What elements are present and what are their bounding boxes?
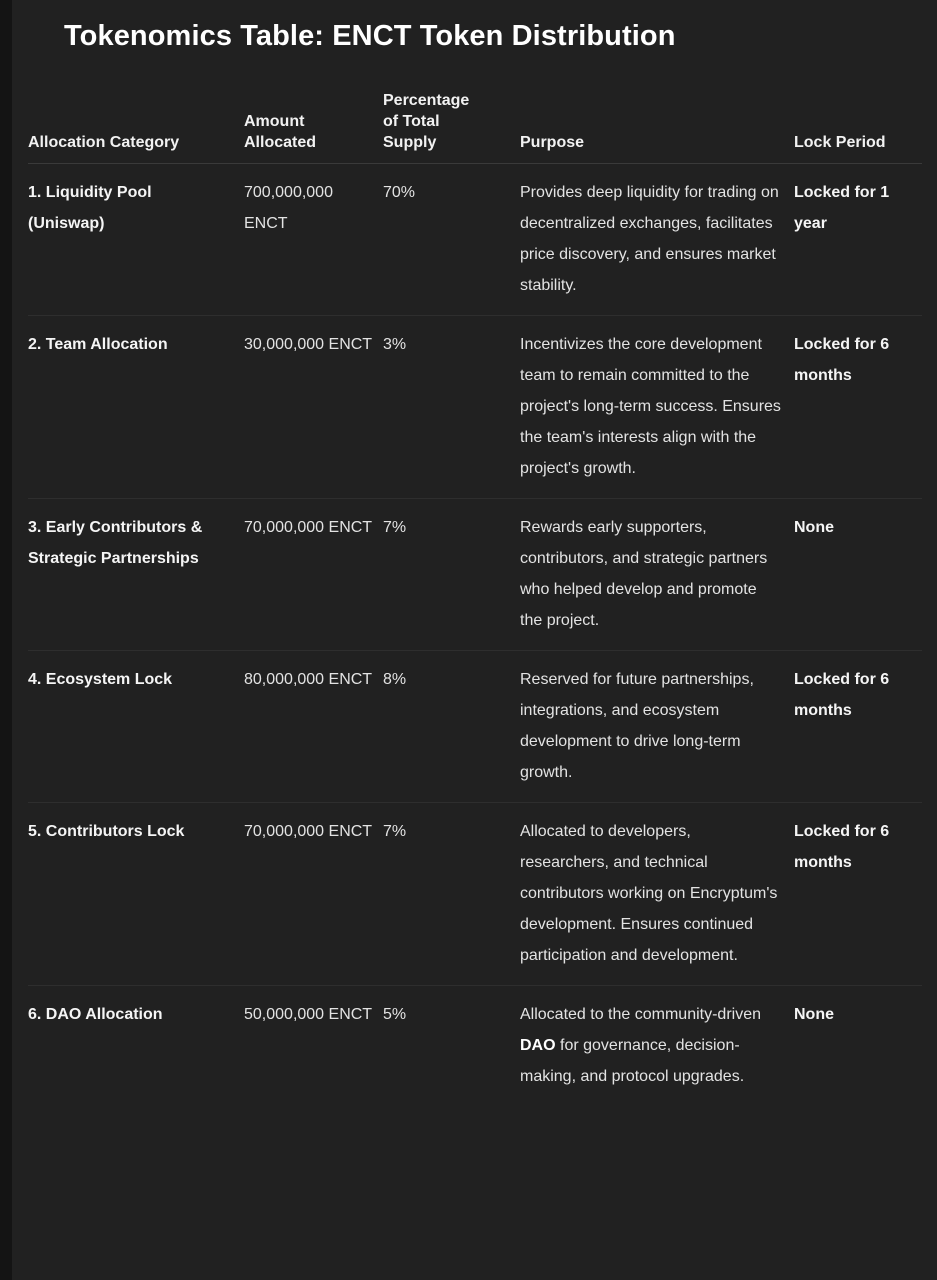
cell-purpose: Provides deep liquidity for trading on decentralized exchanges, facilitates price discovery, and ensures market stability. [520, 164, 794, 316]
purpose-text: for governance, decision-making, and protocol upgrades. [520, 1037, 745, 1085]
cell-percentage: 8% [383, 651, 520, 803]
cell-lock-period: None [794, 499, 922, 651]
purpose-text: Allocated to the community-driven [520, 1006, 761, 1023]
cell-category: 3. Early Contributors & Strategic Partnerships [28, 499, 244, 651]
cell-category: 5. Contributors Lock [28, 803, 244, 986]
cell-purpose: Incentivizes the core development team to remain committed to the project's long-term success. Ensures the team's interests align with the project's growth. [520, 316, 794, 499]
cell-percentage: 7% [383, 499, 520, 651]
cell-amount: 30,000,000 ENCT [244, 316, 383, 499]
cell-amount: 70,000,000 ENCT [244, 499, 383, 651]
dao-emphasis: DAO [520, 1037, 556, 1054]
header-amount-allocated: Amount Allocated [244, 84, 383, 164]
cell-amount: 50,000,000 ENCT [244, 1006, 373, 1023]
cell-category: 4. Ecosystem Lock [28, 651, 244, 803]
table-row [28, 803, 922, 986]
cell-percentage: 5% [383, 1006, 407, 1023]
cell-percentage: 70% [383, 164, 520, 316]
cell-lock-period: Locked for 6 months [794, 803, 922, 986]
tokenomics-table [28, 84, 922, 1106]
cell-percentage: 3% [383, 316, 520, 499]
cell-category: 6. DAO Allocation [28, 1006, 163, 1023]
header-lock-period: Lock Period [794, 84, 922, 164]
table-row [28, 651, 922, 803]
left-edge [0, 0, 12, 1280]
cell-amount: 70,000,000 ENCT [244, 803, 383, 986]
cell-lock-period: Locked for 6 months [794, 651, 922, 803]
table-row [28, 499, 922, 651]
page-title: Tokenomics Table: ENCT Token Distribution [64, 20, 676, 52]
cell-category: 2. Team Allocation [28, 316, 244, 499]
cell-category: 1. Liquidity Pool (Uniswap) [28, 164, 244, 316]
header-purpose: Purpose [520, 84, 794, 164]
cell-purpose [520, 986, 794, 1107]
table-row [28, 986, 922, 1107]
header-percentage: Percentage of Total Supply [383, 84, 520, 164]
cell-purpose: Allocated to developers, researchers, and technical contributors working on Encryptum's development. Ensures continued participation and development. [520, 803, 794, 986]
table-row [28, 164, 922, 316]
cell-lock-period: None [794, 1006, 834, 1023]
table-row [28, 316, 922, 499]
cell-amount: 80,000,000 ENCT [244, 651, 383, 803]
cell-purpose: Reserved for future partnerships, integrations, and ecosystem development to drive long-term growth. [520, 651, 794, 803]
header-allocation-category: Allocation Category [28, 84, 244, 164]
table-header-row [28, 84, 922, 164]
cell-percentage: 7% [383, 803, 520, 986]
cell-purpose: Rewards early supporters, contributors, and strategic partners who helped develop and promote the project. [520, 499, 794, 651]
cell-lock-period: Locked for 6 months [794, 316, 922, 499]
cell-lock-period: Locked for 1 year [794, 164, 922, 316]
cell-amount: 700,000,000 ENCT [244, 164, 383, 316]
